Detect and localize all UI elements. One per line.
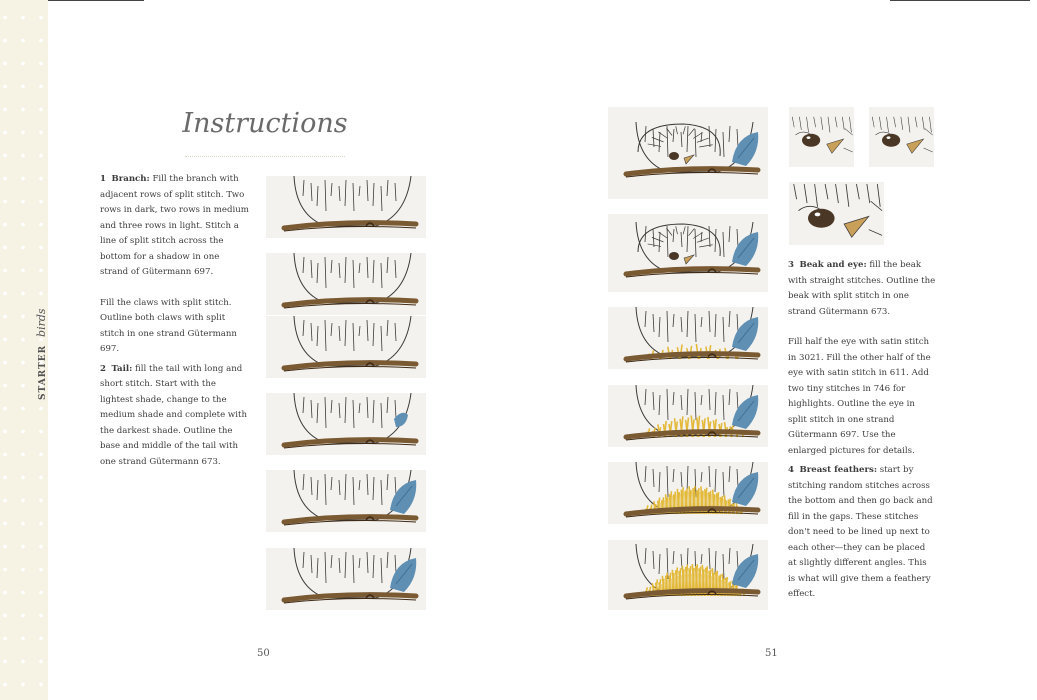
embroidery-photo [608, 307, 768, 369]
embroidery-photo [266, 176, 426, 238]
eye-closeup-1 [789, 107, 854, 167]
step-2-body: fill the tail with long and short stitch. Start with the lightest shade, change to the medium shade and complete with the darkest shade. Outline the base and middle of the tail with one strand Gütermann 673. [100, 363, 248, 467]
step-3-body: fill the beak with straight stitches. Outline the beak with split stitch in one strand Gütermann 673. [788, 260, 936, 317]
embroidery-photo [608, 214, 768, 292]
spine-label [35, 308, 48, 400]
title-underline [185, 156, 345, 157]
step-1b: Fill the claws with split stitch. Outline both claws with split stitch in one strand Gütermann 697. [100, 297, 237, 354]
step-4-number: 4 [788, 465, 794, 475]
step-3b: Fill half the eye with satin stitch in 3021. Fill the other half of the eye with satin stitch in 611. Add two tiny stitches in 746 for highlights. Outline the eye in split stitch in one strand Gütermann 697. Use the enlarged pictures for details. [788, 337, 931, 456]
page-title: Instructions [182, 108, 348, 139]
embroidery-photo [266, 470, 426, 532]
step-2-lead: Tail: [111, 363, 133, 374]
embroidery-photo [608, 107, 768, 199]
step-1-body: Fill the branch with adjacent rows of split stitch. Two rows in dark, two rows in medium and three rows in light. Stitch a line of split stitch across the bottom for a shadow in one strand of Gütermann 697. [100, 174, 249, 277]
eye-closeup-2 [869, 107, 934, 167]
step-1 [100, 172, 250, 281]
step-3 [788, 258, 936, 320]
embroidery-photo [608, 540, 768, 610]
step-4-lead: Breast feathers: [799, 465, 878, 475]
step-4 [788, 463, 936, 603]
step-2 [100, 362, 250, 471]
embroidery-photo [608, 462, 768, 524]
embroidery-photo [266, 316, 426, 378]
page-number-left: 50 [257, 648, 270, 659]
step-3-lead: Beak and eye: [799, 260, 867, 270]
top-rule-left [48, 0, 144, 1]
left-instructions [100, 172, 250, 485]
embroidery-photo [266, 548, 426, 610]
step-3-number: 3 [788, 260, 794, 270]
spine-series: STARTER [38, 344, 48, 400]
right-instructions [788, 258, 936, 618]
eye-closeup-3 [789, 182, 884, 245]
embroidery-photo [266, 253, 426, 315]
top-rule-right [890, 0, 1030, 1]
page-number-right: 51 [765, 648, 778, 659]
step-1-number: 1 [100, 174, 106, 184]
step-4-body: start by stitching random stitches across the bottom and then go back and fill in the gaps. These stitches don't need to be lined up next to each other—they can be placed at slightly different angles. This is what will give them a feathery effect. [788, 465, 933, 599]
step-2-number: 2 [100, 363, 106, 374]
spine-book: birds [35, 308, 48, 337]
step-1-lead: Branch: [111, 174, 150, 184]
embroidery-photo [608, 385, 768, 447]
embroidery-photo [266, 393, 426, 455]
